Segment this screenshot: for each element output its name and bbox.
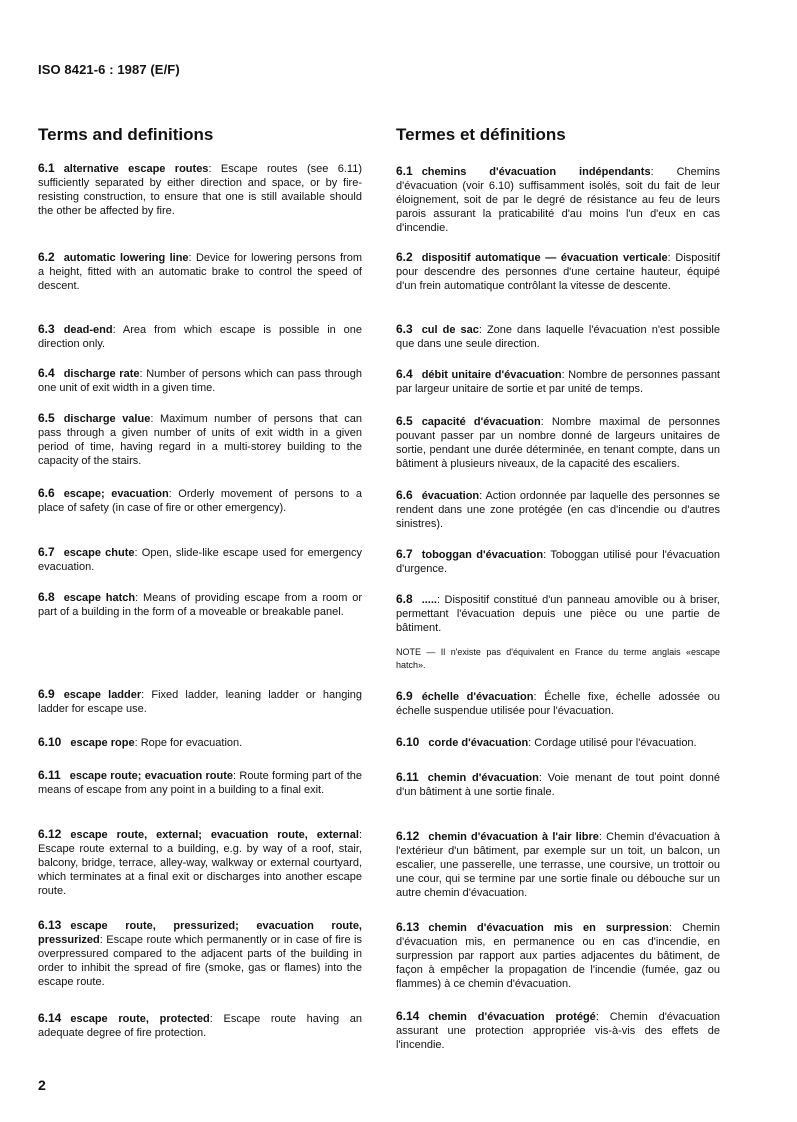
entry-separator: : <box>479 490 483 502</box>
entry-term: discharge value <box>63 413 151 425</box>
entry-term: escape rope <box>70 737 135 749</box>
entry-definition: Number of persons which can pass through one unit of exit width in a given time. <box>38 368 363 395</box>
entry-number: 6.14 <box>396 1009 420 1023</box>
definition-entry-en-6-6 <box>38 486 362 515</box>
definition-entry-fr-6-14 <box>396 1009 720 1052</box>
entry-separator: : <box>543 549 547 561</box>
entry-term: escape; evacuation <box>63 488 169 500</box>
entry-number: 6.11 <box>396 770 419 784</box>
entry-separator: : <box>533 691 537 703</box>
entry-separator: : <box>538 772 542 784</box>
entry-definition: Dispositif pour descendre des personnes d'une certaine hauteur, équipé d'un frein automatique contrôlant la vitesse de descente. <box>396 252 720 293</box>
entry-separator: : <box>135 592 139 604</box>
entry-separator: : <box>134 547 138 559</box>
entry-number: 6.13 <box>396 920 420 934</box>
entry-definition: Escape routes (see 6.11) sufficiently separated by either direction and space, or by fire-resisting construction, to ensure that one is still available should the other be affected by fire. <box>38 163 362 218</box>
entry-term: escape route, protected <box>70 1013 210 1025</box>
definition-entry-en-6-1 <box>38 161 362 218</box>
entry-separator: : <box>561 369 565 381</box>
entry-separator: : <box>358 829 362 841</box>
entry-number: 6.5 <box>396 414 413 428</box>
entry-definition: Nombre maximal de personnes pouvant passer par un nombre donné de largeurs unitaires de sortie, pendant une durée déterminée, en tenant compte, dans un bâtiment à plusieurs niveaux, de la capacité des escaliers. <box>396 416 720 471</box>
entry-definition: Cordage utilisé pour l'évacuation. <box>534 737 697 749</box>
entry-number: 6.6 <box>38 486 55 500</box>
entry-separator: : <box>233 770 237 782</box>
entry-separator: : <box>168 488 172 500</box>
french-column-title: Termes et définitions <box>396 125 566 144</box>
entry-definition: Fixed ladder, leaning ladder or hanging ladder for escape use. <box>38 689 363 716</box>
entry-separator: : <box>134 737 138 749</box>
entry-term: chemin d'évacuation à l'air libre <box>428 831 599 843</box>
entry-definition: Action ordonnée par laquelle des personnes se rendent dans une zone protégée (en cas d'incendie ou d'autres sinistres). <box>396 490 721 531</box>
definition-entry-en-6-8 <box>38 590 362 619</box>
entry-number: 6.3 <box>38 322 55 336</box>
entry-number: 6.7 <box>396 547 413 561</box>
entry-separator: : <box>188 252 192 264</box>
definition-entry-fr-6-8 <box>396 592 720 635</box>
entry-separator: : <box>139 368 143 380</box>
entry-separator: : <box>595 1011 599 1023</box>
entry-term: escape chute <box>63 547 135 559</box>
entry-definition: Rope for evacuation. <box>140 737 243 749</box>
definition-entry-en-6-7 <box>38 545 362 574</box>
entry-definition: Means of providing escape from a room or part of a building in the form of a moveable or breakable panel. <box>38 592 363 619</box>
entry-number: 6.12 <box>38 827 62 841</box>
definition-entry-fr-6-9 <box>396 689 720 718</box>
entry-term: escape route, external; evacuation route, external <box>70 829 359 841</box>
entry-definition: Chemin d'évacuation assurant une protection appropriée vis-à-vis des effets de l'incendie. <box>396 1011 721 1052</box>
entry-separator: : <box>540 416 544 428</box>
definition-entry-fr-6-12 <box>396 829 720 900</box>
entry-term: ..... <box>421 594 437 606</box>
definition-entry-fr-6-10 <box>396 735 720 750</box>
entry-definition: Open, slide-like escape used for emergency evacuation. <box>38 547 362 574</box>
entry-definition: Échelle fixe, échelle adossée ou échelle suspendue utilisée pour l'évacuation. <box>396 691 720 718</box>
entry-number: 6.8 <box>38 590 55 604</box>
entry-definition: Dispositif constitué d'un panneau amovible ou à briser, permettant l'évacuation depuis une pièce ou une partie de bâtiment. <box>396 594 720 635</box>
entry-term: débit unitaire d'évacuation <box>421 369 562 381</box>
entry-separator: : <box>436 594 441 606</box>
entry-term: capacité d'évacuation <box>421 416 541 428</box>
entry-definition: Escape route having an adequate degree of fire protection. <box>38 1013 362 1040</box>
entry-number: 6.10 <box>38 735 62 749</box>
entry-definition: Area from which escape is possible in one direction only. <box>38 324 362 351</box>
entry-separator: : <box>598 831 602 843</box>
entry-term: automatic lowering line <box>63 252 189 264</box>
entry-separator: : <box>478 324 482 336</box>
entry-number: 6.1 <box>38 161 55 175</box>
definition-entry-en-6-11 <box>38 768 362 797</box>
entry-term: escape ladder <box>63 689 142 701</box>
entry-number: 6.13 <box>38 918 62 932</box>
english-column-title: Terms and definitions <box>38 125 214 144</box>
entry-term: toboggan d'évacuation <box>421 549 544 561</box>
entry-term: dispositif automatique — évacuation verticale <box>421 252 668 264</box>
entry-term: escape hatch <box>63 592 136 604</box>
entry-term: escape route; evacuation route <box>69 770 234 782</box>
definition-entry-en-6-4 <box>38 366 362 395</box>
entry-number: 6.14 <box>38 1011 62 1025</box>
entry-term: escape route, pressurized; evacuation route, pressurized <box>38 920 362 947</box>
definition-entry-fr-6-3 <box>396 322 720 351</box>
entry-number: 6.5 <box>38 411 55 425</box>
definition-entry-fr-6-7 <box>396 547 720 576</box>
definition-entry-fr-6-5 <box>396 414 720 471</box>
entry-number: 6.9 <box>396 689 413 703</box>
entry-separator: : <box>667 252 671 264</box>
entry-number: 6.12 <box>396 829 420 843</box>
entry-term: discharge rate <box>63 368 140 380</box>
definition-entry-en-6-10 <box>38 735 362 750</box>
definition-entry-fr-6-11 <box>396 770 720 799</box>
entry-separator: : <box>99 934 103 947</box>
definition-entry-en-6-12 <box>38 827 362 898</box>
definition-entry-en-6-5 <box>38 411 362 468</box>
entry-number: 6.4 <box>396 367 413 381</box>
definition-entry-fr-6-6 <box>396 488 720 531</box>
definition-entry-en-6-9 <box>38 687 362 716</box>
entry-number: 6.11 <box>38 768 61 782</box>
definition-entry-fr-6-4 <box>396 367 720 396</box>
entry-definition: Chemins d'évacuation (voir 6.10) suffisamment isolés, soit du fait de leur éloignement, soit de par le degré de résistance au feu de leurs parois assurant la praticabilité d'au moins l'un d'eux en cas d'incendie. <box>396 166 720 235</box>
definition-entry-en-6-13 <box>38 918 362 989</box>
entry-definition: Toboggan utilisé pour l'évacuation d'urgence. <box>396 549 721 576</box>
document-header: ISO 8421-6 : 1987 (E/F) <box>38 62 180 77</box>
entry-definition: Escape route external to a building, e.g. by way of a roof, stair, balcony, bridge, terrace, alley-way, walkway or external courtyard, which terminates at a final exit or discharges into another escape route. <box>38 843 362 898</box>
entry-definition: Orderly movement of persons to a place of safety (in case of fire or other emergency). <box>38 488 362 515</box>
definition-entry-en-6-3 <box>38 322 362 351</box>
entry-number: 6.1 <box>396 164 413 178</box>
entry-term: corde d'évacuation <box>428 737 529 749</box>
entry-definition: Device for lowering persons from a height, fitted with an automatic brake to control the speed of descent. <box>38 252 362 293</box>
entry-term: évacuation <box>421 490 480 502</box>
entry-term: chemin d'évacuation protégé <box>428 1011 596 1023</box>
entry-definition: Route forming part of the means of escape from any point in a building to a final exit. <box>38 770 362 797</box>
entry-number: 6.8 <box>396 592 413 606</box>
entry-term: dead-end <box>63 324 113 336</box>
entry-definition: Escape route which permanently or in case of fire is overpressured compared to the adjacent parts of the building in order to inhibit the spread of fire (smoke, gas or flames) into the escape route. <box>38 934 362 989</box>
definition-entry-fr-6-13 <box>396 920 720 991</box>
entry-separator: : <box>141 689 145 701</box>
entry-number: 6.9 <box>38 687 55 701</box>
entry-term: échelle d'évacuation <box>421 691 534 703</box>
french-note: NOTE — Il n'existe pas d'équivalent en France du terme anglais «escape hatch». <box>396 647 720 670</box>
entry-separator: : <box>528 737 532 749</box>
entry-number: 6.4 <box>38 366 55 380</box>
definition-entry-en-6-2 <box>38 250 362 293</box>
entry-separator: : <box>650 166 654 178</box>
entry-separator: : <box>150 413 154 425</box>
entry-number: 6.10 <box>396 735 420 749</box>
entry-number: 6.3 <box>396 322 413 336</box>
entry-definition: Chemin d'évacuation mis, en permanence ou en cas d'incendie, en surpression par rapport aux parties adjacentes du bâtiment, de façon à empêcher la propagation de l'incendie (fumée, gaz ou flammes) à ce chemin d'évacuation. <box>396 922 720 991</box>
entry-number: 6.6 <box>396 488 413 502</box>
definition-entry-fr-6-2 <box>396 250 720 293</box>
entry-definition: Maximum number of persons that can pass through a given number of units of exit width in a given period of time, having regard in a multi-storey building to the capacity of the stairs. <box>38 413 362 468</box>
entry-definition: Nombre de personnes passant par largeur unitaire de sortie et par unité de temps. <box>396 369 720 396</box>
entry-separator: : <box>208 163 212 175</box>
entry-definition: Chemin d'évacuation à l'extérieur d'un bâtiment, par exemple sur un toit, un balcon, un escalier, une passerelle, une terrasse, une coursive, un trottoir ou une cour, qui se termine par une sortie finale ou débouche sur un autre chemin d'évacuation. <box>396 831 720 900</box>
entry-separator: : <box>668 922 672 934</box>
entry-number: 6.7 <box>38 545 55 559</box>
page-number: 2 <box>38 1077 46 1093</box>
definition-entry-en-6-14 <box>38 1011 362 1040</box>
entry-definition: Voie menant de tout point donné d'un bâtiment à une sortie finale. <box>396 772 720 799</box>
entry-term: alternative escape routes <box>63 163 209 175</box>
entry-term: chemins d'évacuation indépendants <box>421 166 651 178</box>
entry-separator: : <box>209 1013 213 1025</box>
entry-definition: Zone dans laquelle l'évacuation n'est possible que dans une seule direction. <box>396 324 720 351</box>
entry-separator: : <box>112 324 116 336</box>
entry-term: chemin d'évacuation mis en surpression <box>428 922 669 934</box>
entry-term: cul de sac <box>421 324 479 336</box>
definition-entry-fr-6-1 <box>396 164 720 235</box>
entry-term: chemin d'évacuation <box>427 772 539 784</box>
entry-number: 6.2 <box>396 250 413 264</box>
entry-number: 6.2 <box>38 250 55 264</box>
